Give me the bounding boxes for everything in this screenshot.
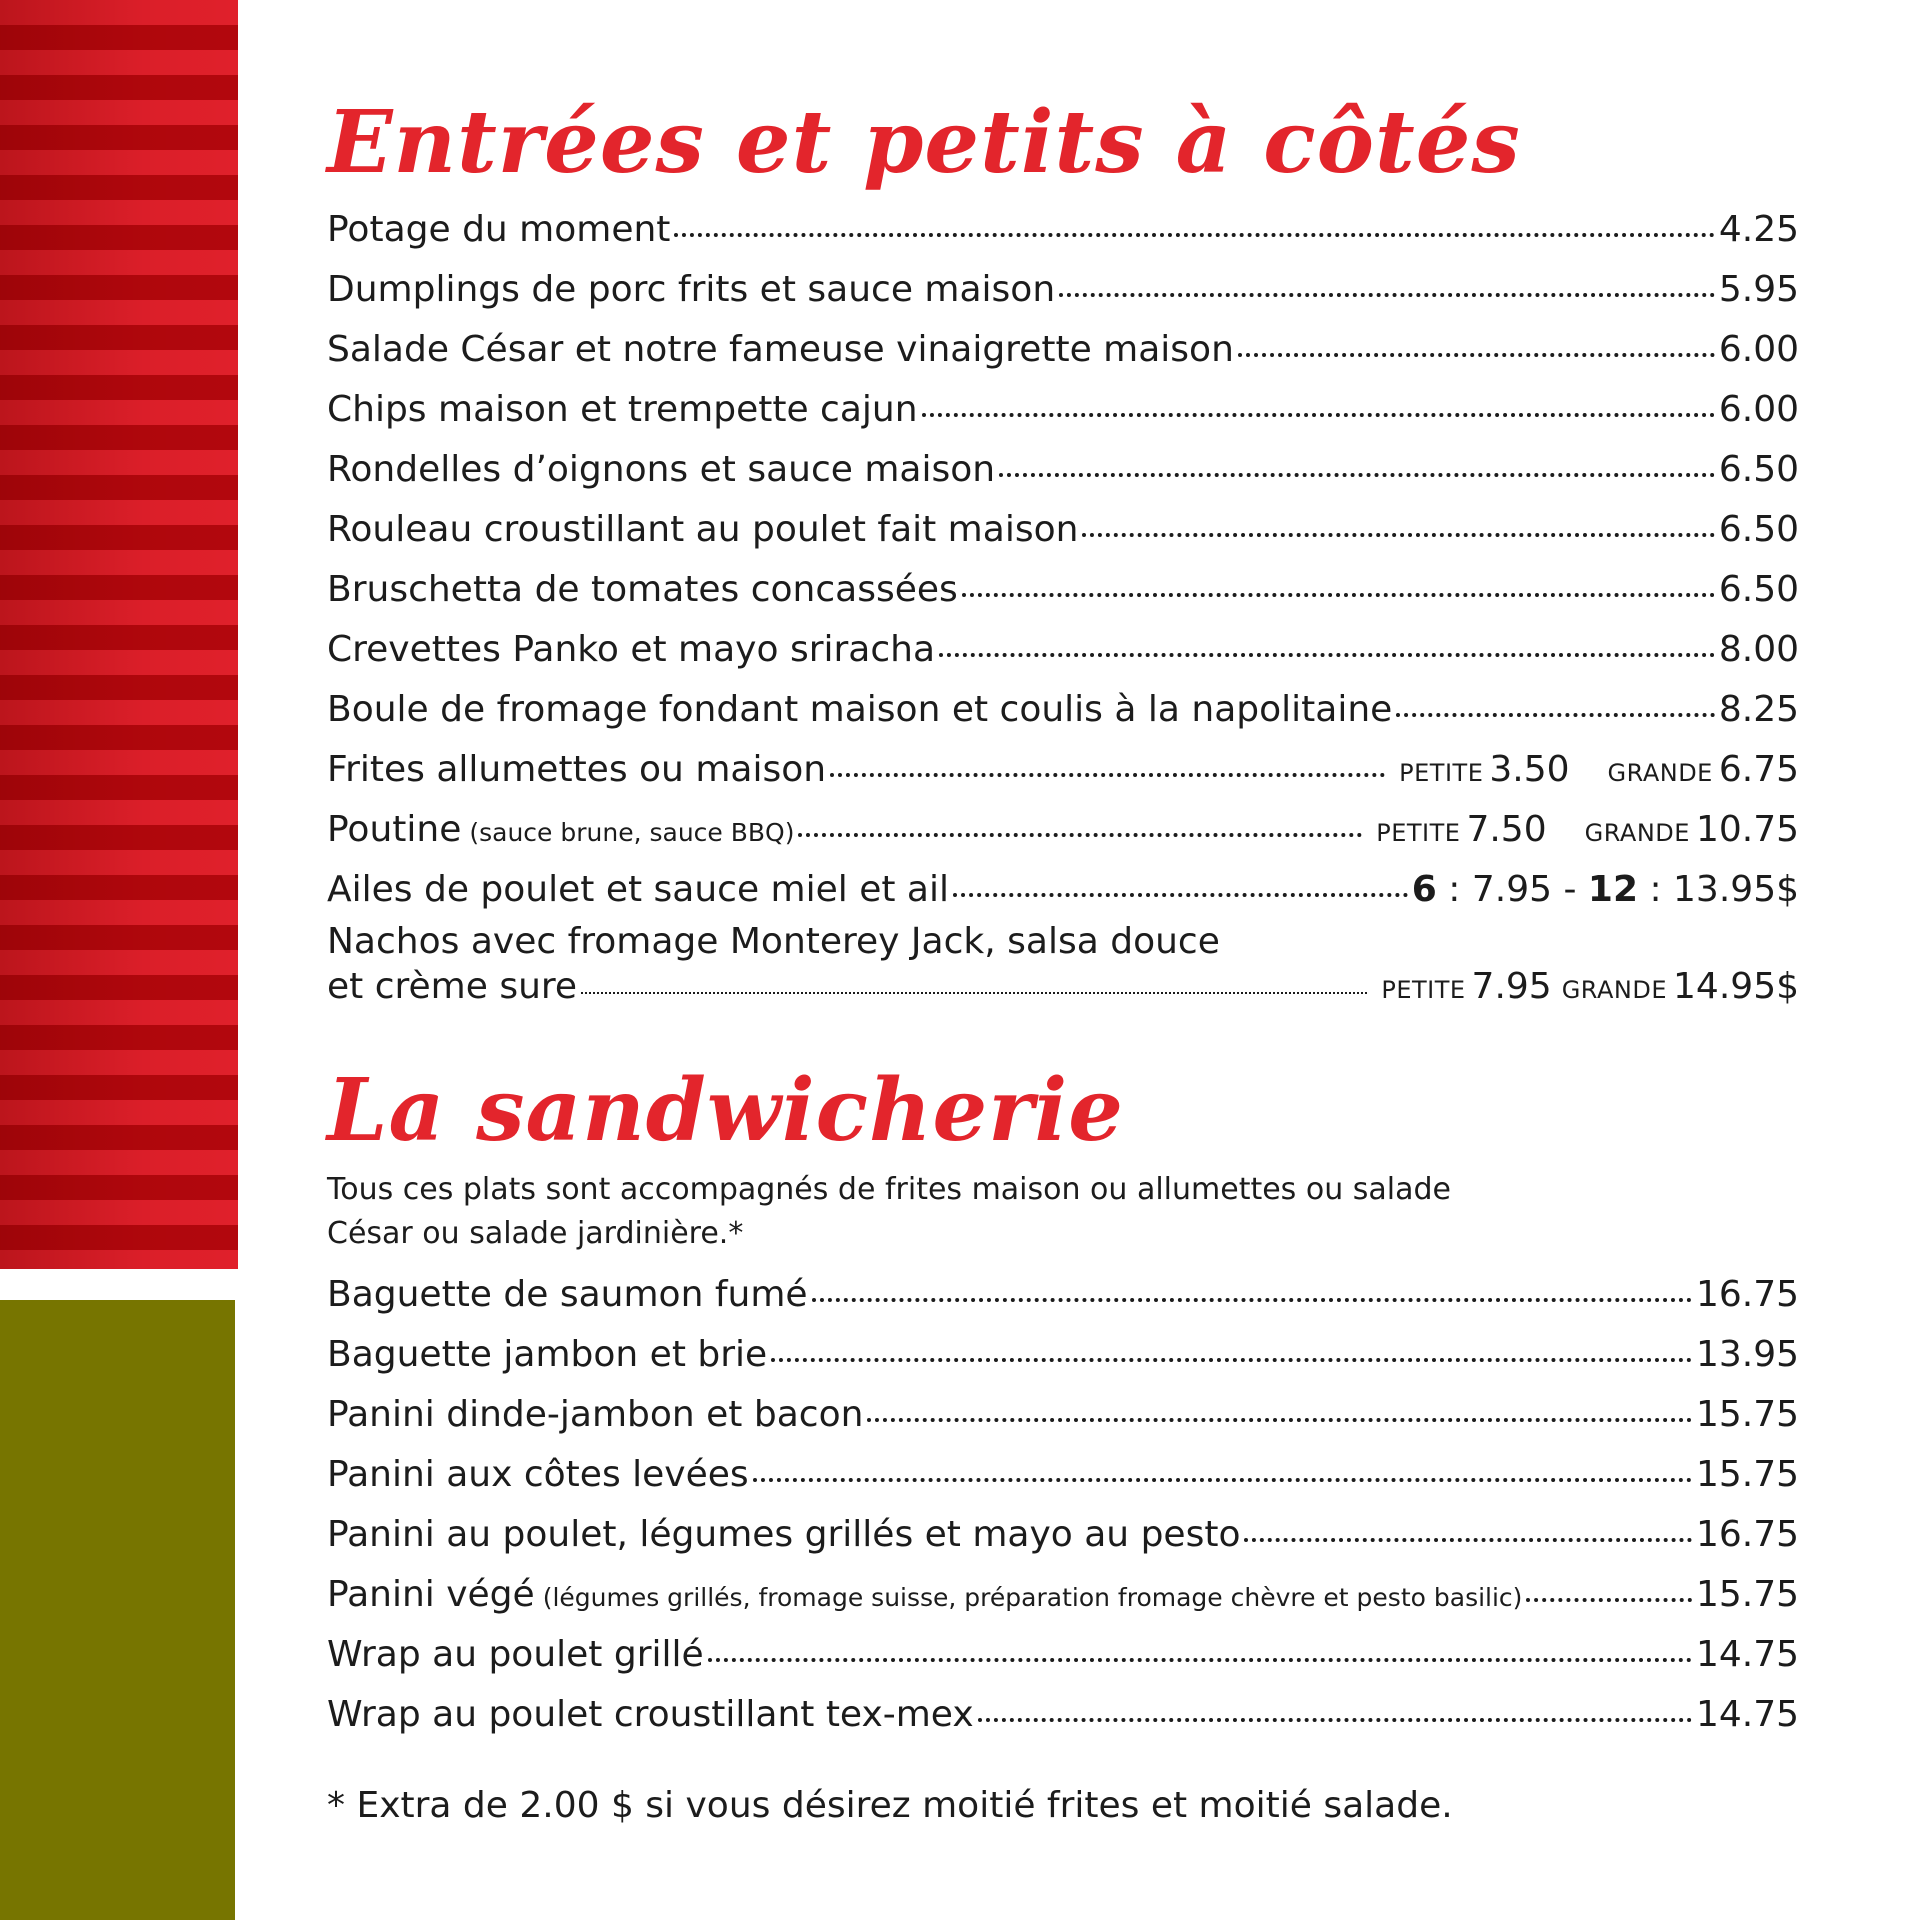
item-price: 6.00: [1718, 389, 1799, 430]
olive-block-decoration: [0, 1300, 235, 1920]
size-label-petite: PETITE: [1376, 819, 1461, 847]
menu-item: [327, 440, 1799, 500]
footnote: * Extra de 2.00 $ si vous désirez moitié frites et moitié salade.: [327, 1785, 1453, 1826]
menu-item: [327, 500, 1799, 560]
price-grande: 6.75: [1718, 749, 1799, 790]
menu-item-ailes: [327, 860, 1799, 920]
item-price: 8.25: [1718, 689, 1799, 730]
size-label-grande: GRANDE: [1561, 976, 1668, 1004]
leader-dots: [939, 653, 1715, 657]
leader-dots: [1526, 1598, 1692, 1602]
item-price: 8.00: [1718, 629, 1799, 670]
menu-item: [327, 620, 1799, 680]
menu-item: [327, 320, 1799, 380]
menu-item: [327, 1505, 1799, 1565]
item-price: 14.75: [1695, 1694, 1799, 1735]
item-price: 6.50: [1718, 449, 1799, 490]
item-price: 4.25: [1718, 209, 1799, 250]
item-name: Poutine: [327, 809, 462, 850]
size-label-grande: GRANDE: [1584, 819, 1690, 847]
price-6: : 7.95 -: [1436, 869, 1588, 910]
leader-dots: [812, 1298, 1692, 1302]
leader-dots: [1244, 1538, 1691, 1542]
item-name: Boule de fromage fondant maison et coulis à la napolitaine: [327, 689, 1393, 730]
item-price: 15.75: [1695, 1574, 1799, 1615]
leader-dots: [798, 833, 1362, 837]
item-name-line2-row: [327, 964, 1799, 1010]
leader-dots: [830, 773, 1385, 777]
price-petite: 7.95: [1471, 966, 1552, 1007]
item-name: Panini aux côtes levées: [327, 1454, 749, 1495]
sandwicherie-list: [327, 1265, 1799, 1745]
item-note: (légumes grillés, fromage suisse, préparation fromage chèvre et pesto basilic): [542, 1583, 1523, 1612]
menu-item: [327, 1565, 1799, 1625]
leader-dots: [978, 1718, 1692, 1722]
sandwicherie-intro: Tous ces plats sont accompagnés de frites maison ou allumettes ou salade César ou salade jardinière.*: [327, 1172, 1451, 1251]
leader-dots: [1059, 293, 1715, 297]
item-name-line2: et crème sure: [327, 966, 578, 1007]
item-name: Potage du moment: [327, 209, 671, 250]
menu-item: [327, 1385, 1799, 1445]
menu-item: [327, 200, 1799, 260]
menu-item: [327, 1685, 1799, 1745]
item-name: Baguette jambon et brie: [327, 1334, 768, 1375]
item-name: Panini au poulet, légumes grillés et mayo au pesto: [327, 1514, 1241, 1555]
price-grande: 10.75: [1695, 809, 1799, 850]
price-petite: 7.50: [1466, 809, 1547, 850]
item-price: 16.75: [1695, 1274, 1799, 1315]
item-price: 13.95: [1695, 1334, 1799, 1375]
menu-item: [327, 1265, 1799, 1325]
menu-item-nachos: [327, 920, 1799, 1016]
menu-item: [327, 260, 1799, 320]
item-name: Panini végé: [327, 1574, 535, 1615]
menu-item: [327, 380, 1799, 440]
item-name: Rouleau croustillant au poulet fait maison: [327, 509, 1079, 550]
item-price: 15.75: [1695, 1394, 1799, 1435]
menu-item: [327, 1445, 1799, 1505]
item-name: Ailes de poulet et sauce miel et ail: [327, 869, 949, 910]
item-name: Bruschetta de tomates concassées: [327, 569, 958, 610]
item-price: 14.75: [1695, 1634, 1799, 1675]
leader-dots: [708, 1658, 1692, 1662]
leader-dots: [999, 473, 1715, 477]
section-title-entrees: Entrées et petits à côtés: [327, 92, 1521, 193]
leader-dots: [1082, 533, 1714, 537]
leader-dots: [581, 992, 1367, 994]
quantity-prices: [1412, 860, 1799, 920]
item-name: Dumplings de porc frits et sauce maison: [327, 269, 1056, 310]
item-name: Wrap au poulet grillé: [327, 1634, 704, 1675]
item-name: Panini dinde-jambon et bacon: [327, 1394, 864, 1435]
leader-dots: [1238, 353, 1715, 357]
menu-item: [327, 1325, 1799, 1385]
leader-dots: [867, 1418, 1692, 1422]
menu-item: [327, 1625, 1799, 1685]
item-price: 15.75: [1695, 1454, 1799, 1495]
item-name-line1: Nachos avec fromage Monterey Jack, salsa douce: [327, 921, 1220, 962]
item-name: Baguette de saumon fumé: [327, 1274, 808, 1315]
red-stripes-decoration: [0, 0, 238, 1269]
size-prices: [1371, 964, 1799, 1013]
quantity-6: 6: [1411, 869, 1437, 910]
section-title-sandwicherie: La sandwicherie: [327, 1060, 1124, 1161]
size-label-grande: GRANDE: [1607, 759, 1713, 787]
size-label-petite: PETITE: [1399, 759, 1484, 787]
size-label-petite: PETITE: [1381, 976, 1466, 1004]
price-12: : 13.95$: [1638, 869, 1799, 910]
leader-dots: [771, 1358, 1692, 1362]
item-name: Wrap au poulet croustillant tex-mex: [327, 1694, 974, 1735]
leader-dots: [922, 413, 1715, 417]
menu-item: [327, 560, 1799, 620]
leader-dots: [953, 893, 1408, 897]
item-price: 5.95: [1718, 269, 1799, 310]
size-prices: [1366, 800, 1799, 863]
item-name: Chips maison et trempette cajun: [327, 389, 918, 430]
leader-dots: [674, 233, 1714, 237]
price-grande: 14.95$: [1673, 966, 1799, 1007]
quantity-12: 12: [1587, 869, 1639, 910]
menu-item-frites: [327, 740, 1799, 800]
entrees-list: [327, 200, 1799, 1016]
item-price: 6.00: [1718, 329, 1799, 370]
leader-dots: [962, 593, 1715, 597]
menu-item: [327, 680, 1799, 740]
item-name: Crevettes Panko et mayo sriracha: [327, 629, 936, 670]
item-name: Salade César et notre fameuse vinaigrette maison: [327, 329, 1234, 370]
price-petite: 3.50: [1489, 749, 1570, 790]
item-price: 16.75: [1695, 1514, 1799, 1555]
item-price: 6.50: [1718, 569, 1799, 610]
leader-dots: [1396, 713, 1715, 717]
leader-dots: [753, 1478, 1692, 1482]
item-note: (sauce brune, sauce BBQ): [469, 818, 795, 847]
item-price: 6.50: [1718, 509, 1799, 550]
item-name: Frites allumettes ou maison: [327, 749, 827, 790]
size-prices: [1389, 740, 1799, 803]
menu-item-poutine: [327, 800, 1799, 860]
item-name: Rondelles d’oignons et sauce maison: [327, 449, 996, 490]
